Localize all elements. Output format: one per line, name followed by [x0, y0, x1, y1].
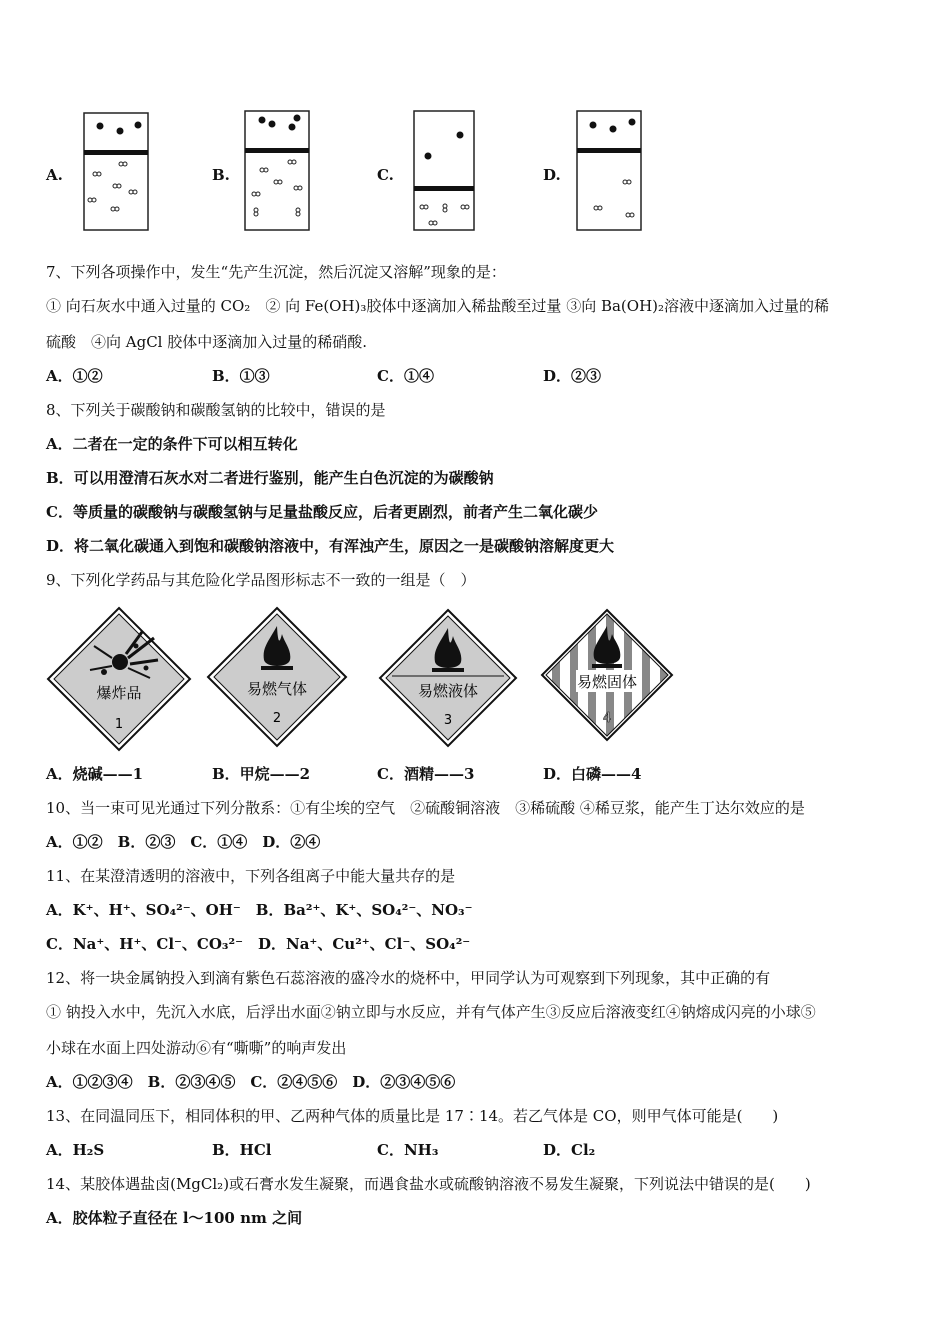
q6-option-c-label: C.: [377, 166, 394, 184]
sign-3-name: 易燃液体: [417, 682, 479, 700]
q9-option-d: D．白磷——4: [543, 765, 642, 783]
q8-option-c: C．等质量的碳酸钠与碳酸氢钠与足量盐酸反应，后者更剧烈，前者产生二氧化碳少: [46, 503, 598, 521]
q13-option-c: C．NH₃: [377, 1141, 439, 1159]
q9-option-a: A．烧碱——1: [46, 765, 144, 783]
q11-options-line2: C．Na⁺、H⁺、Cl⁻、CO₃²⁻ D．Na⁺、Cu²⁺、Cl⁻、SO₄²⁻: [46, 935, 471, 953]
q6-option-b-label: B.: [212, 166, 230, 184]
q7-option-a: A．①②: [46, 367, 103, 385]
q13-stem: 13、在同温同压下，相同体积的甲、乙两种气体的质量比是 17∶14。若乙气体是 CO，则甲气体可能是( ): [46, 1107, 779, 1125]
hazard-sign-flammable-solid: [540, 608, 674, 742]
q8-stem: 8、下列关于碳酸钠和碳酸氢钠的比较中，错误的是: [46, 401, 386, 419]
hazard-sign-flammable-liquid: [378, 608, 518, 748]
q12-stem: 12、将一块金属钠投入到滴有紫色石蕊溶液的盛冷水的烧杯中，甲同学认为可观察到下列现象，其中正确的有: [46, 969, 771, 987]
q6-diagram-d: [576, 110, 642, 232]
q8-option-d: D．将二氧化碳通入到饱和碳酸钠溶液中，有浑浊产生，原因之一是碳酸钠溶解度更大: [46, 537, 615, 555]
q13-option-a: A．H₂S: [46, 1141, 105, 1159]
q8-option-b: B．可以用澄清石灰水对二者进行鉴别，能产生白色沉淀的为碳酸钠: [46, 469, 494, 487]
q10-options: A．①② B．②③ C．①④ D．②④: [46, 833, 321, 851]
q11-stem: 11、在某澄清透明的溶液中，下列各组离子中能大量共存的是: [46, 867, 456, 885]
q7-option-c: C．①④: [377, 367, 434, 385]
q6-option-d-label: D.: [543, 166, 561, 184]
q6-diagram-a: [83, 112, 149, 232]
q6-diagram-c: [413, 110, 475, 232]
q6-option-a-label: A.: [46, 166, 63, 184]
sign-3-number: 3: [443, 713, 453, 728]
q10-stem: 10、当一束可见光通过下列分散系：①有尘埃的空气 ②硫酸铜溶液 ③稀硫酸 ④稀豆浆，能产生丁达尔效应的是: [46, 799, 805, 817]
sign-4-number: 4: [602, 711, 612, 726]
q13-option-d: D．Cl₂: [543, 1141, 596, 1159]
q9-option-b: B．甲烷——2: [212, 765, 311, 783]
q14-option-a: A．胶体粒子直径在 l～100 nm 之间: [46, 1209, 303, 1227]
hazard-sign-explosive: [46, 606, 192, 752]
q13-option-b: B．HCl: [212, 1141, 272, 1159]
sign-1-name: 爆炸品: [96, 684, 142, 702]
q7-stem: 7、下列各项操作中，发生“先产生沉淀，然后沉淀又溶解”现象的是：: [46, 263, 506, 281]
q9-option-c: C．酒精——3: [377, 765, 475, 783]
q9-stem: 9、下列化学药品与其危险化学品图形标志不一致的一组是（ ）: [46, 571, 476, 589]
q12-options: A．①②③④ B．②③④⑤ C．②④⑤⑥ D．②③④⑤⑥: [46, 1073, 456, 1091]
sign-2-name: 易燃气体: [246, 680, 308, 698]
q7-items-line2: 硫酸 ④向 AgCl 胶体中逐滴加入过量的稀硝酸.: [46, 333, 368, 351]
q7-items-line1: ① 向石灰水中通入过量的 CO₂ ② 向 Fe(OH)₃胶体中逐滴加入稀盐酸至过量 ③向 Ba(OH)₂溶液中逐滴加入过量的稀: [46, 297, 830, 315]
q14-stem: 14、某胶体遇盐卤(MgCl₂)或石膏水发生凝聚，而遇食盐水或硫酸钠溶液不易发生凝聚，下列说法中错误的是( ): [46, 1175, 811, 1193]
sign-1-number: 1: [114, 717, 124, 732]
q12-items-line1: ① 钠投入水中，先沉入水底，后浮出水面②钠立即与水反应，并有气体产生③反应后溶液变红④钠熔成闪亮的小球⑤: [46, 1003, 816, 1021]
q7-option-b: B．①③: [212, 367, 270, 385]
q12-items-line2: 小球在水面上四处游动⑥有“嘶嘶”的响声发出: [46, 1039, 347, 1057]
q7-option-d: D．②③: [543, 367, 602, 385]
sign-4-name: 易燃固体: [576, 673, 638, 691]
sign-2-number: 2: [272, 711, 282, 726]
q6-diagram-b: [244, 110, 310, 232]
hazard-sign-flammable-gas: [206, 606, 348, 748]
q8-option-a: A．二者在一定的条件下可以相互转化: [46, 435, 298, 453]
q11-options-line1: A．K⁺、H⁺、SO₄²⁻、OH⁻ B．Ba²⁺、K⁺、SO₄²⁻、NO₃⁻: [46, 901, 473, 919]
